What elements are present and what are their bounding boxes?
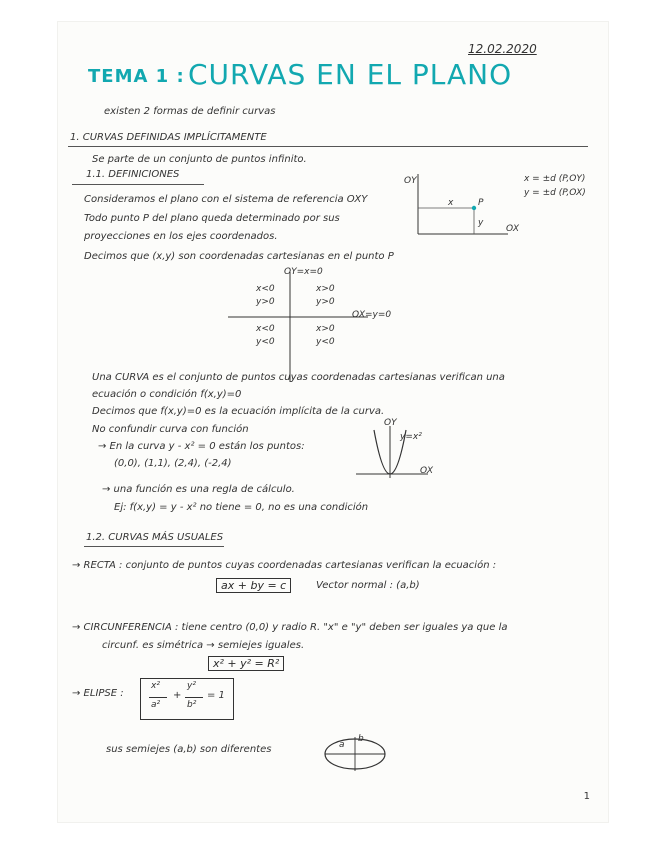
elipse-fracline-2 xyxy=(185,697,203,698)
quad-q3-y: y<0 xyxy=(256,337,275,347)
sub1-underline xyxy=(72,184,204,185)
sub2-underline xyxy=(84,546,224,547)
intro-line: existen 2 formas de definir curvas xyxy=(104,106,276,117)
parabola-label: y=x² xyxy=(400,432,422,442)
graph1-p: P xyxy=(478,198,484,208)
title-prefix: TEMA 1 : xyxy=(88,66,185,87)
circ-formula: x² + y² = R² xyxy=(208,656,284,671)
curve-line-3: Decimos que f(x,y)=0 es la ecuación implícita de la curva. xyxy=(92,406,385,417)
section1-heading: 1. CURVAS DEFINIDAS IMPLÍCITAMENTE xyxy=(70,132,267,143)
semiejes-text: sus semiejes (a,b) son diferentes xyxy=(106,744,272,755)
def-line-1: Consideramos el plano con el sistema de referencia OXY xyxy=(84,194,368,205)
date: 12.02.2020 xyxy=(468,42,537,56)
notebook-page xyxy=(58,22,608,822)
ellipse-a: a xyxy=(339,740,345,750)
circ-text-2: circunf. es simétrica → semiejes iguales. xyxy=(102,640,305,651)
curve-line-5: → En la curva y - x² = 0 están los puntos: xyxy=(98,441,305,452)
elipse-den2: b² xyxy=(187,700,197,710)
elipse-formula-box xyxy=(140,678,234,720)
page-number: 1 xyxy=(583,791,590,802)
parabola-ox: OX xyxy=(420,466,434,476)
curve-line-1: Una CURVA es el conjunto de puntos cuyas coordenadas cartesianas verifican una xyxy=(92,372,505,383)
graph1-ox: OX xyxy=(506,224,520,234)
elipse-num2: y² xyxy=(187,681,196,691)
quadrant-diagram xyxy=(228,272,368,382)
quad-q2-x: x<0 xyxy=(256,284,275,294)
graph1-eq2: y = ±d (P,OX) xyxy=(524,188,586,198)
curve-line-8: Ej: f(x,y) = y - x² no tiene = 0, no es una condición xyxy=(114,502,369,513)
curve-line-4: No confundir curva con función xyxy=(92,424,249,435)
curve-line-6: (0,0), (1,1), (2,4), (-2,4) xyxy=(114,458,232,469)
def-line-3: proyecciones en los ejes coordenados. xyxy=(84,231,278,242)
elipse-fracline-1 xyxy=(149,697,167,698)
ellipse-diagram xyxy=(320,734,390,774)
quad-ox-label: OX=y=0 xyxy=(352,310,392,320)
parabola-oy: OY xyxy=(384,418,397,428)
elipse-num1: x² xyxy=(151,681,160,691)
page-title: CURVAS EN EL PLANO xyxy=(188,58,513,91)
recta-text: → RECTA : conjunto de puntos cuyas coordenadas cartesianas verifican la ecuación : xyxy=(72,560,497,571)
graph1-eq1: x = ±d (P,OY) xyxy=(524,174,586,184)
quad-q1-x: x>0 xyxy=(316,284,335,294)
quad-q2-y: y>0 xyxy=(256,297,275,307)
quad-oy-label: OY=x=0 xyxy=(284,267,323,277)
section1-underline xyxy=(68,146,588,147)
sub2-heading: 1.2. CURVAS MÁS USUALES xyxy=(86,532,224,543)
quad-q3-x: x<0 xyxy=(256,324,275,334)
section1-line: Se parte de un conjunto de puntos infinito. xyxy=(92,154,307,165)
graph1-y: y xyxy=(478,218,484,228)
elipse-eq: = 1 xyxy=(207,690,225,701)
point-p-graph xyxy=(408,172,518,242)
curve-line-2: ecuación o condición f(x,y)=0 xyxy=(92,389,242,400)
quad-q1-y: y>0 xyxy=(316,297,335,307)
elipse-label: → ELIPSE : xyxy=(72,688,124,699)
quad-q4-y: y<0 xyxy=(316,337,335,347)
recta-vector: Vector normal : (a,b) xyxy=(316,580,420,591)
ellipse-b: b xyxy=(358,734,364,744)
circ-text-1: → CIRCUNFERENCIA : tiene centro (0,0) y radio R. "x" e "y" deben ser iguales ya que la xyxy=(72,622,508,633)
quad-q4-x: x>0 xyxy=(316,324,335,334)
def-line-2: Todo punto P del plano queda determinado por sus xyxy=(84,213,340,224)
recta-formula: ax + by = c xyxy=(216,578,291,593)
def-line-4: Decimos que (x,y) son coordenadas cartesianas en el punto P xyxy=(84,251,394,262)
curve-line-7: → una función es una regla de cálculo. xyxy=(102,484,295,495)
elipse-den1: a² xyxy=(151,700,161,710)
graph1-x: x xyxy=(448,198,454,208)
elipse-plus: + xyxy=(173,690,182,701)
sub1-heading: 1.1. DEFINICIONES xyxy=(86,169,180,180)
graph1-oy: OY xyxy=(404,176,417,186)
parabola-graph xyxy=(350,422,430,482)
